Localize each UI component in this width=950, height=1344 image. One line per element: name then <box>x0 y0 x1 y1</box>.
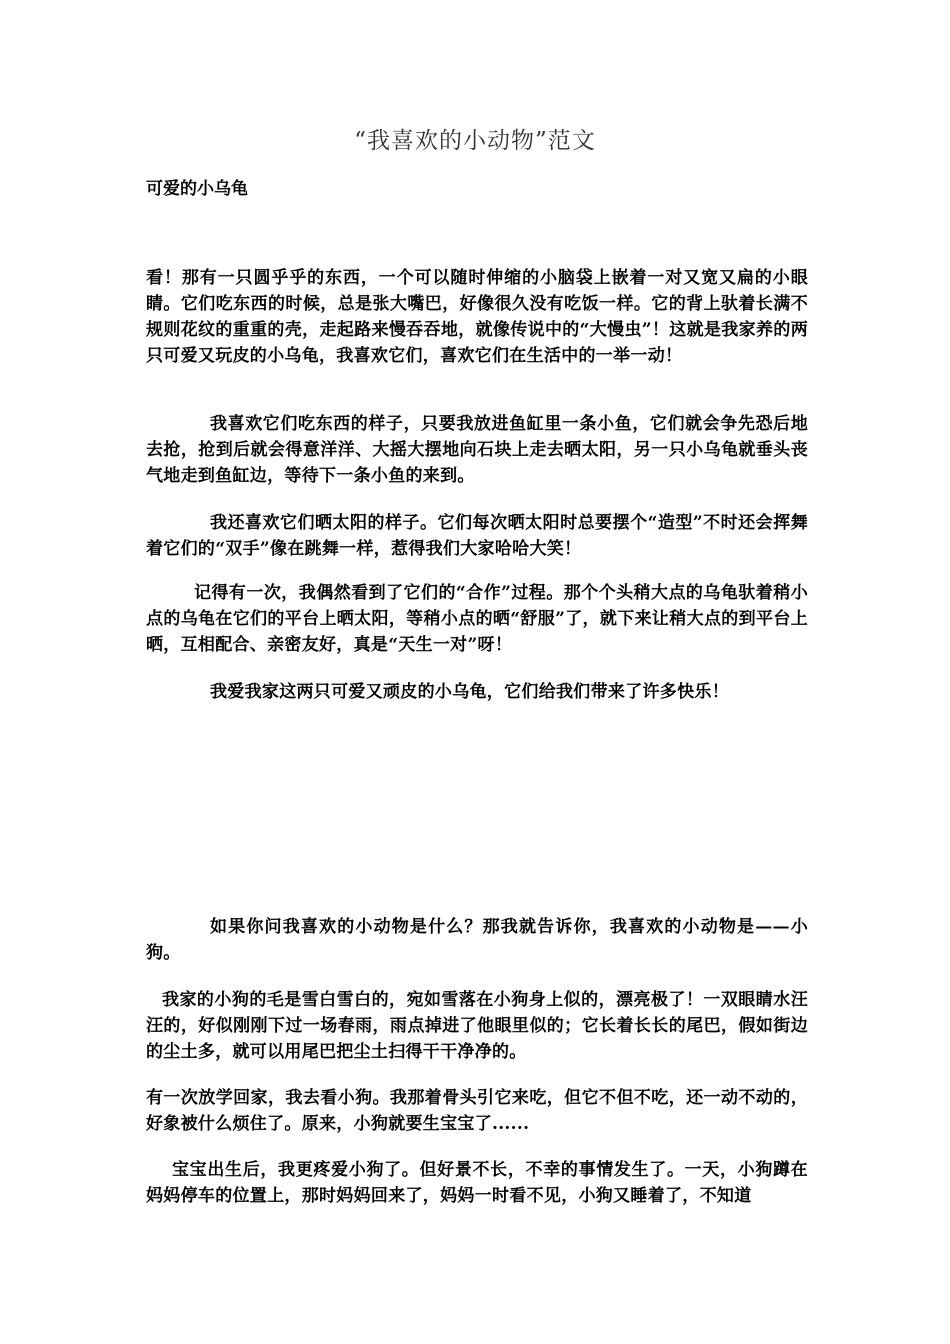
paragraph: 我喜欢它们吃东西的样子，只要我放进鱼缸里一条小鱼，它们就会争先恐后地去抢，抢到后就会得意洋洋、大摇大摆地向石块上走去晒太阳，另一只小乌龟就垂头丧气地走到鱼缸边，等待下一条小鱼的来到。 <box>146 414 808 486</box>
paragraph: 我还喜欢它们晒太阳的样子。它们每次晒太阳时总要摆个“造型”不时还会挥舞着它们的“双手”像在跳舞一样，惹得我们大家哈哈大笑！ <box>146 513 808 559</box>
document-title: “我喜欢的小动物”范文 <box>354 128 596 154</box>
paragraph: 我家的小狗的毛是雪白雪白的，宛如雪落在小狗身上似的，漂亮极了！一双眼睛水汪汪的，好似刚刚下过一场春雨，雨点掉进了他眼里似的；它长着长长的尾巴，假如街边的尘土多，就可以用尾巴把尘土扫得干干净净的。 <box>146 990 808 1062</box>
paragraph: 记得有一次，我偶然看到了它们的“合作”过程。那个个头稍大点的乌龟驮着稍小点的乌龟在它们的平台上晒太阳，等稍小点的晒“舒服”了，就下来让稍大点的到平台上晒，互相配合、亲密友好，真是“天生一对”呀！ <box>146 583 808 655</box>
paragraph: 宝宝出生后，我更疼爱小狗了。但好景不长，不幸的事情发生了。一天，小狗蹲在妈妈停车的位置上，那时妈妈回来了，妈妈一时看不见，小狗又睡着了，不知道 <box>146 1160 808 1206</box>
paragraph: 如果你问我喜欢的小动物是什么？那我就告诉你，我喜欢的小动物是——小狗。 <box>146 917 808 963</box>
paragraph: 我爱我家这两只可爱又顽皮的小乌龟，它们给我们带来了许多快乐！ <box>210 682 729 702</box>
paragraph: 有一次放学回家，我去看小狗。我那着骨头引它来吃，但它不但不吃，还一动不动的，好象被什么烦住了。原来，小狗就要生宝宝了...... <box>146 1088 808 1134</box>
document-subtitle: 可爱的小乌龟 <box>146 179 248 199</box>
paragraph: 看！那有一只圆乎乎的东西，一个可以随时伸缩的小脑袋上嵌着一对又宽又扁的小眼睛。它们吃东西的时候，总是张大嘴巴，好像很久没有吃饭一样。它的背上驮着长满不规则花纹的重重的壳，走起路来慢吞吞地，就像传说中的“大慢虫”！这就是我家养的两只可爱又玩皮的小乌龟，我喜欢它们，喜欢它们在生活中的一举一动！ <box>146 268 808 366</box>
